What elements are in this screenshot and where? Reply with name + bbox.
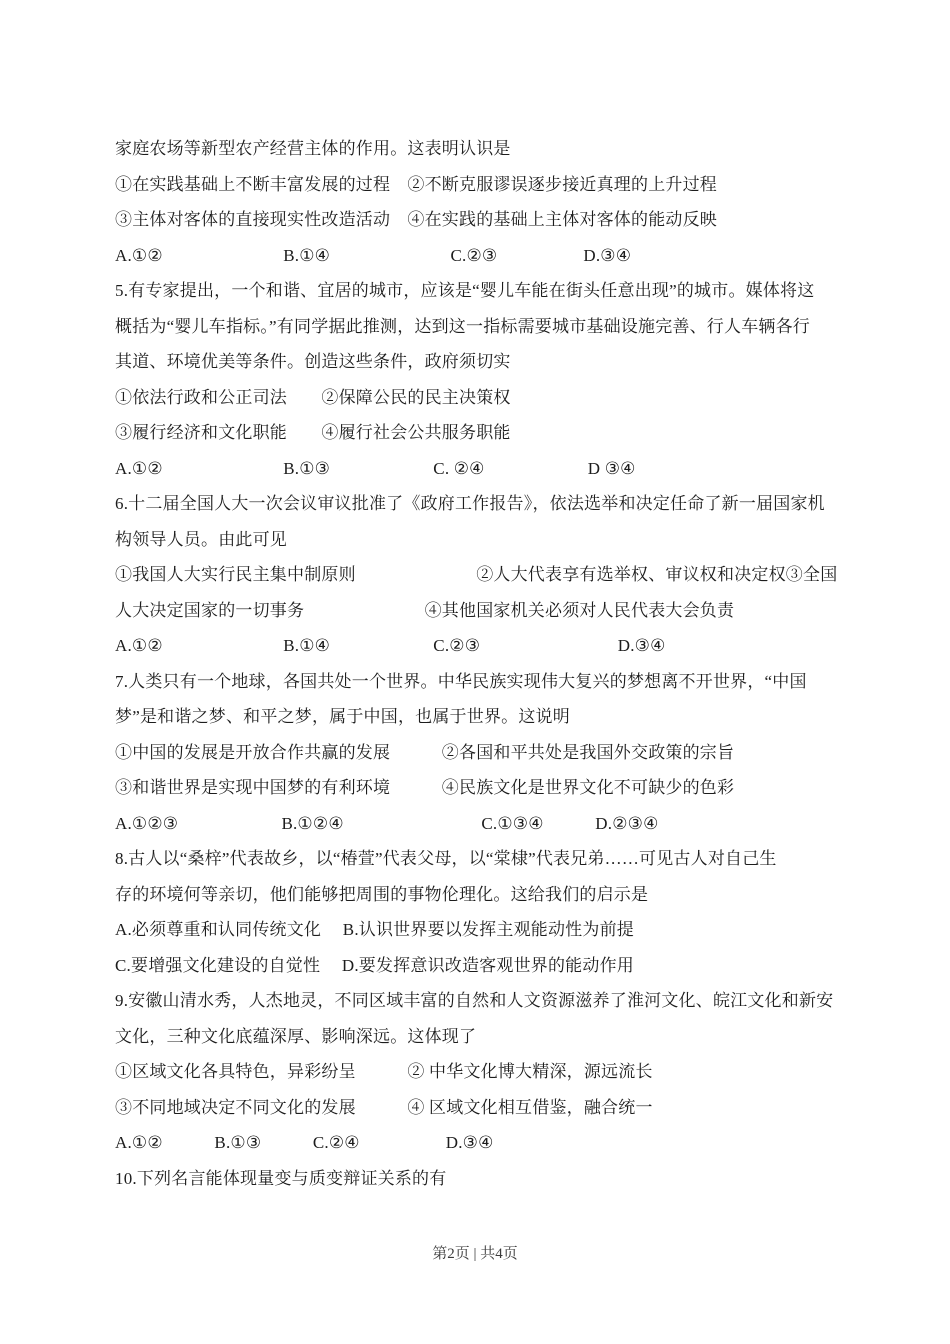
q6-answer-choices: A.①② B.①④ C.②③ D.③④ <box>115 636 666 655</box>
q9-answer-choices: A.①② B.①③ C.②④ D.③④ <box>115 1133 494 1152</box>
q8-options-a-b: A.必须尊重和认同传统文化 B.认识世界要以发挥主观能动性为前提 <box>115 920 634 939</box>
q7-stem-line-2: 梦”是和谐之梦、和平之梦，属于中国，也属于世界。这说明 <box>115 707 570 726</box>
question-7 <box>115 664 860 842</box>
q5-stem-line-3: 其道、环境优美等条件。创造这些条件，政府须切实 <box>115 352 511 371</box>
q6-stem-line-1: 6.十二届全国人大一次会议审议批准了《政府工作报告》，依法选举和决定任命了新一届国家机 <box>115 494 825 513</box>
q5-options-3-4: ③履行经济和文化职能 ④履行社会公共服务职能 <box>115 423 511 442</box>
q8-stem-line-2: 存的环境何等亲切，他们能够把周围的事物伦理化。这给我们的启示是 <box>115 884 649 904</box>
q5-stem-line-1: 5.有专家提出，一个和谐、宜居的城市，应该是“婴儿车能在街头任意出现”的城市。媒体将这 <box>115 281 815 300</box>
q8-stem-line-1: 8.古人以“桑梓”代表故乡，以“椿萱”代表父母，以“棠棣”代表兄弟……可见古人对自己生 <box>115 849 777 868</box>
q4-stem-continued: 家庭农场等新型农产经营主体的作用。这表明认识是 <box>115 139 511 158</box>
question-4 <box>115 131 860 273</box>
question-5 <box>115 273 860 486</box>
q7-options-3-4: ③和谐世界是实现中国梦的有利环境 ④民族文化是世界文化不可缺少的色彩 <box>115 778 735 797</box>
question-9 <box>115 983 860 1161</box>
q5-answer-choices: A.①② B.①③ C. ②④ D ③④ <box>115 458 636 478</box>
q4-answer-choices: A.①② B.①④ C.②③ D.③④ <box>115 245 632 265</box>
q8-options-c-d: C.要增强文化建设的自觉性 D.要发挥意识改造客观世界的能动作用 <box>115 955 634 975</box>
q9-stem-line-2: 文化，三种文化底蕴深厚、影响深远。这体现了 <box>115 1026 477 1046</box>
q10-stem: 10.下列名言能体现量变与质变辩证关系的有 <box>115 1168 447 1188</box>
q9-options-1-2: ①区域文化各具特色，异彩纷呈 ② 中华文化博大精深，源远流长 <box>115 1062 653 1081</box>
page-footer: 第2页 | 共4页 <box>432 1246 518 1262</box>
question-6 <box>115 486 860 664</box>
q9-options-3-4: ③不同地域决定不同文化的发展 ④ 区域文化相互借鉴，融合统一 <box>115 1097 653 1117</box>
q6-options-line-1: ①我国人大实行民主集中制原则 ②人大代表享有选举权、审议权和决定权③全国 <box>115 565 838 584</box>
q5-stem-line-2: 概括为“婴儿车指标。”有同学据此推测，达到这一指标需要城市基础设施完善、行人车辆各行 <box>115 316 810 336</box>
q5-options-1-2: ①依法行政和公正司法 ②保障公民的民主决策权 <box>115 387 511 407</box>
question-10 <box>115 1161 860 1197</box>
question-8 <box>115 841 860 983</box>
q7-answer-choices: A.①②③ B.①②④ C.①③④ D.②③④ <box>115 813 659 833</box>
q9-stem-line-1: 9.安徽山清水秀，人杰地灵，不同区域丰富的自然和人文资源滋养了淮河文化、皖江文化和新安 <box>115 991 834 1010</box>
q6-options-line-2: 人大决定国家的一切事务 ④其他国家机关必须对人民代表大会负责 <box>115 600 735 620</box>
q7-stem-line-1: 7.人类只有一个地球，各国共处一个世界。中华民族实现伟大复兴的梦想离不开世界，“中国 <box>115 671 807 691</box>
exam-body <box>115 131 860 1196</box>
q6-stem-line-2: 构领导人员。由此可见 <box>115 529 287 549</box>
q4-options-3-4: ③主体对客体的直接现实性改造活动 ④在实践的基础上主体对客体的能动反映 <box>115 210 717 229</box>
q7-options-1-2: ①中国的发展是开放合作共赢的发展 ②各国和平共处是我国外交政策的宗旨 <box>115 742 735 762</box>
q4-options-1-2: ①在实践基础上不断丰富发展的过程 ②不断克服谬误逐步接近真理的上升过程 <box>115 174 717 194</box>
